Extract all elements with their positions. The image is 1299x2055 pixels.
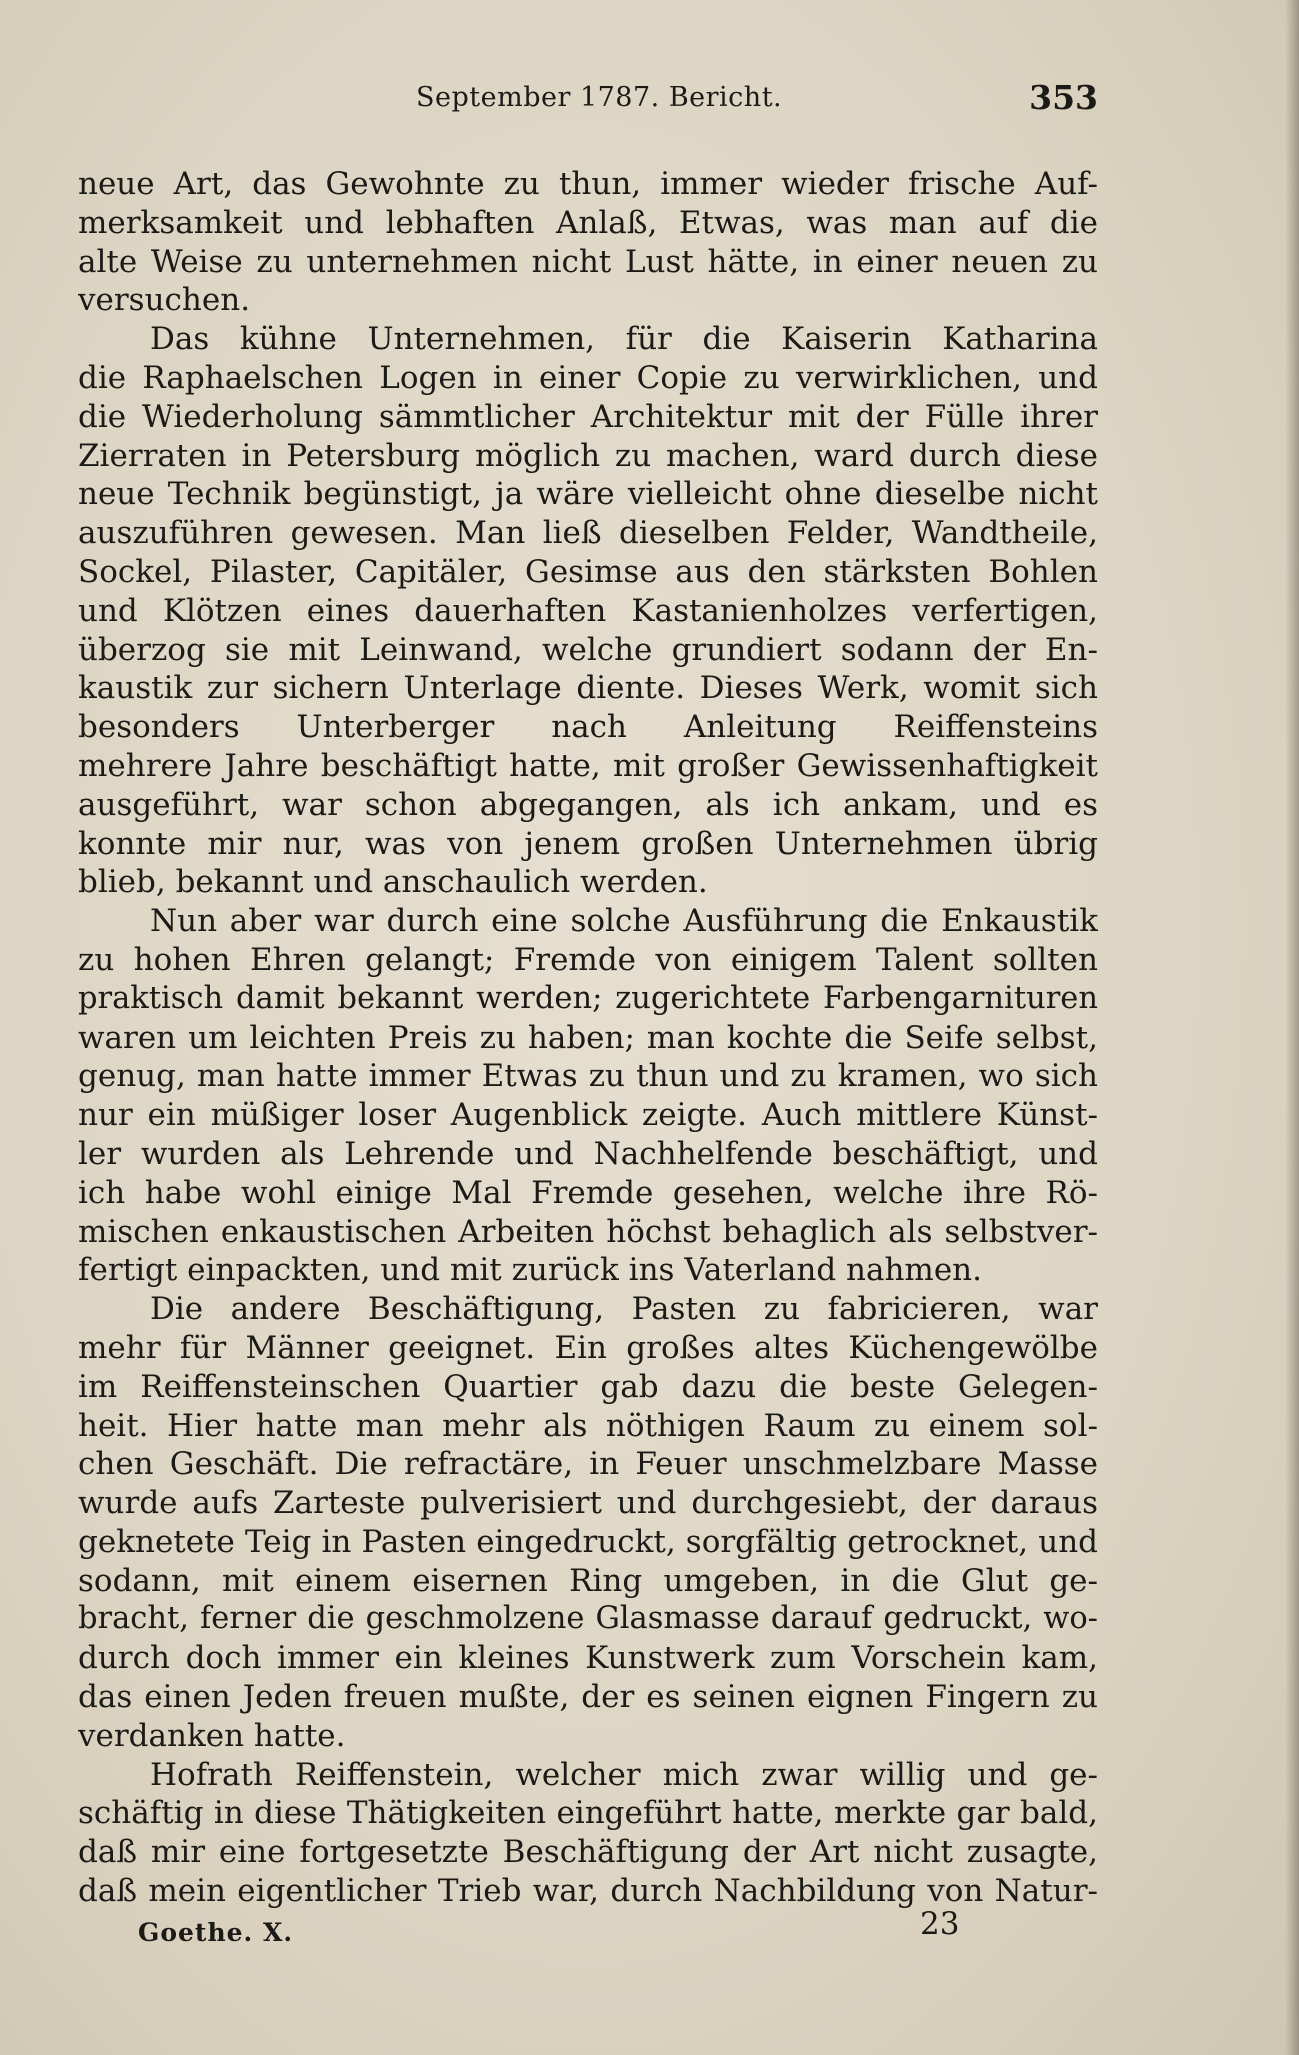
text-line: besonders Unterberger nach Anleitung Reiffensteins (78, 709, 1098, 746)
text-line: fertigt einpackten, und mit zurück ins Vaterland nahmen. (78, 1252, 982, 1289)
text-line: und Klötzen eines dauerhaften Kastanienholzes verfertigen, (78, 592, 1098, 629)
text-line: konnte mir nur, was von jenem großen Unternehmen übrig (78, 825, 1098, 862)
text-line: sodann, mit einem eisernen Ring umgeben, in die Glut ge- (78, 1562, 1098, 1599)
text-line: geknetete Teig in Pasten eingedruckt, sorgfältig getrocknet, und (78, 1523, 1098, 1560)
text-line: daß mir eine fortgesetzte Beschäftigung der Art nicht zusagte, (78, 1834, 1098, 1871)
signature-mark: 23 (920, 1906, 960, 1942)
text-line: neue Technik begünstigt, ja wäre vielleicht ohne dieselbe nicht (78, 476, 1098, 513)
text-line: merksamkeit und lebhaften Anlaß, Etwas, was man auf die (78, 204, 1098, 241)
text-line: im Reiffensteinschen Quartier gab dazu die beste Gelegen- (78, 1368, 1098, 1405)
text-line: daß mein eigentlicher Trieb war, durch Nachbildung von Natur- (78, 1873, 1098, 1910)
running-head: September 1787. Bericht. (416, 82, 783, 113)
text-line: alte Weise zu unternehmen nicht Lust hätte, in einer neuen zu (78, 243, 1098, 280)
text-line: die Raphaelschen Logen in einer Copie zu verwirklichen, und (78, 359, 1098, 396)
text-line: Sockel, Pilaster, Capitäler, Gesimse aus den stärksten Bohlen (78, 553, 1098, 590)
text-line: die Wiederholung sämmtlicher Architektur mit der Fülle ihrer (78, 398, 1098, 435)
text-line: ausgeführt, war schon abgegangen, als ich ankam, und es (78, 786, 1098, 823)
text-line: bracht, ferner die geschmolzene Glasmasse darauf gedruckt, wo- (78, 1601, 1098, 1637)
text-line: auszuführen gewesen. Man ließ dieselben Felder, Wandtheile, (78, 515, 1098, 552)
text-line: Hofrath Reiffenstein, welcher mich zwar willig und ge- (150, 1756, 1098, 1793)
text-line: chen Geschäft. Die refractäre, in Feuer unschmelzbare Masse (78, 1446, 1098, 1483)
text-line: schäftig in diese Thätigkeiten eingeführt hatte, merkte gar bald, (78, 1795, 1098, 1832)
text-line: ich habe wohl einige Mal Fremde gesehen, welche ihre Rö- (78, 1174, 1098, 1211)
text-line: Zierraten in Petersburg möglich zu machen, ward durch diese (78, 437, 1098, 474)
page-edge-shadow (1285, 0, 1299, 2055)
text-line: zu hohen Ehren gelangt; Fremde von einigem Talent sollten (78, 941, 1098, 978)
text-line: Das kühne Unternehmen, für die Kaiserin Katharina (150, 321, 1098, 358)
text-line: Nun aber war durch eine solche Ausführung die Enkaustik (150, 903, 1098, 940)
text-line: überzog sie mit Leinwand, welche grundiert sodann der En- (78, 631, 1098, 668)
text-line: mehr für Männer geeignet. Ein großes altes Küchengewölbe (78, 1329, 1098, 1366)
text-line: mehrere Jahre beschäftigt hatte, mit großer Gewissenhaftigkeit (78, 747, 1098, 784)
text-line: genug, man hatte immer Etwas zu thun und zu kramen, wo sich (78, 1058, 1098, 1095)
page-footer (78, 1906, 1098, 1946)
text-line: Die andere Beschäftigung, Pasten zu fabricieren, war (150, 1291, 1098, 1328)
text-line: verdanken hatte. (78, 1717, 346, 1754)
text-line: nur ein müßiger loser Augenblick zeigte. Auch mittlere Künst- (78, 1097, 1098, 1134)
text-line: blieb, bekannt und anschaulich werden. (78, 864, 708, 901)
text-line: mischen enkaustischen Arbeiten höchst behaglich als selbstver- (78, 1213, 1098, 1250)
text-line: wurde aufs Zarteste pulverisiert und durchgesiebt, der daraus (78, 1485, 1098, 1522)
text-line: neue Art, das Gewohnte zu thun, immer wieder frische Auf- (78, 166, 1098, 202)
text-line: durch doch immer ein kleines Kunstwerk zum Vorschein kam, (78, 1640, 1098, 1677)
page-number: 353 (1029, 78, 1098, 117)
text-line: waren um leichten Preis zu haben; man kochte die Seife selbst, (78, 1019, 1098, 1056)
footer-title: Goethe. X. (138, 1918, 294, 1947)
text-line: heit. Hier hatte man mehr als nöthigen Raum zu einem sol- (78, 1407, 1098, 1444)
text-line: kaustik zur sichern Unterlage diente. Dieses Werk, womit sich (78, 670, 1098, 707)
text-line: das einen Jeden freuen mußte, der es seinen eignen Fingern zu (78, 1679, 1098, 1716)
page-header (78, 78, 1098, 122)
text-line: versuchen. (78, 282, 251, 319)
body-text (78, 165, 1098, 1911)
text-line: ler wurden als Lehrende und Nachhelfende beschäftigt, und (78, 1135, 1098, 1172)
text-line: praktisch damit bekannt werden; zugerichtete Farbengarnituren (78, 980, 1098, 1016)
